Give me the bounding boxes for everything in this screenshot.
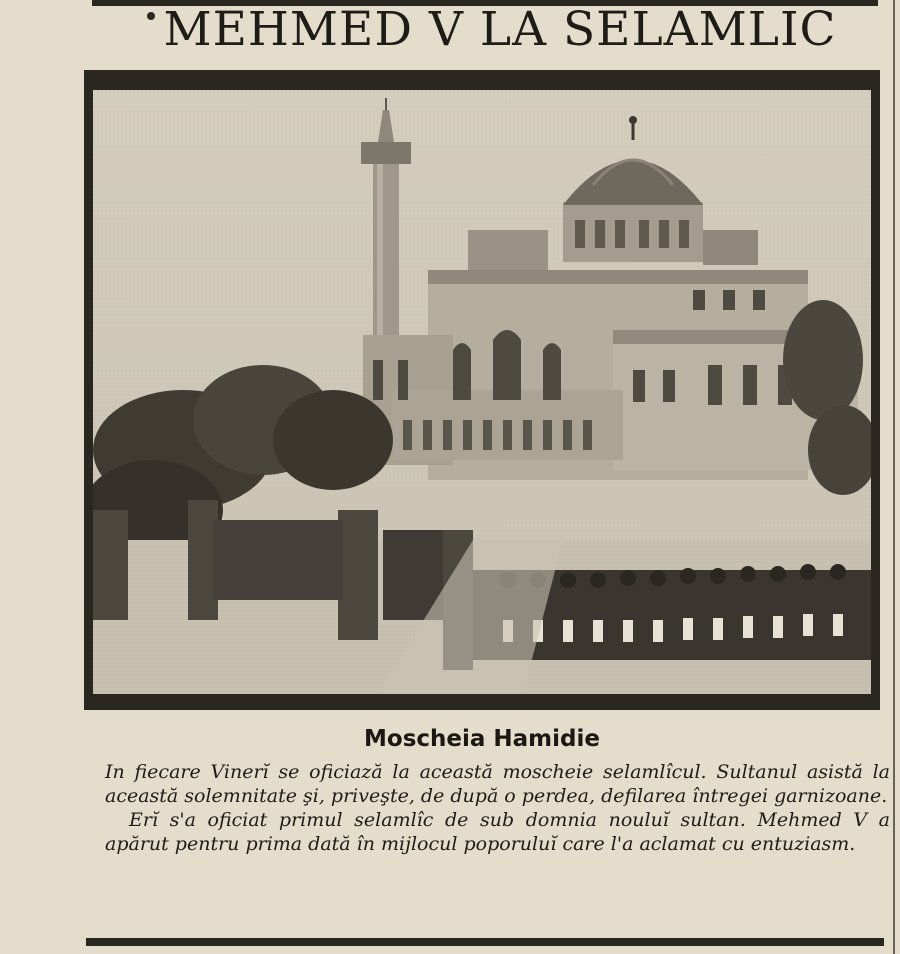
paragraph-2: Erĭ s'a oficiat primul selamlîc de sub domnia nouluĭ sultan. Mehmed V a apărut pentru prima dată în mijlocul poporuluĭ care l'a aclamat cu entuziasm.	[105, 809, 890, 855]
mosque-illustration	[93, 90, 871, 694]
article-headline: MEHMED V LA SELAMLIC	[163, 2, 837, 57]
photo-frame	[84, 70, 880, 710]
column-rule	[893, 0, 895, 954]
article-body	[105, 760, 890, 856]
mosque-photograph	[93, 90, 871, 694]
bottom-rule	[86, 938, 884, 946]
photo-caption-title: Moscheia Hamidie	[364, 726, 600, 752]
paragraph-1: In fiecare Vinerĭ se oficiază la această moscheie selamlîcul. Sultanul asistă la această solemnitate şi, priveşte, de după o perdea, defilarea întregei garnizoane.	[105, 761, 890, 807]
